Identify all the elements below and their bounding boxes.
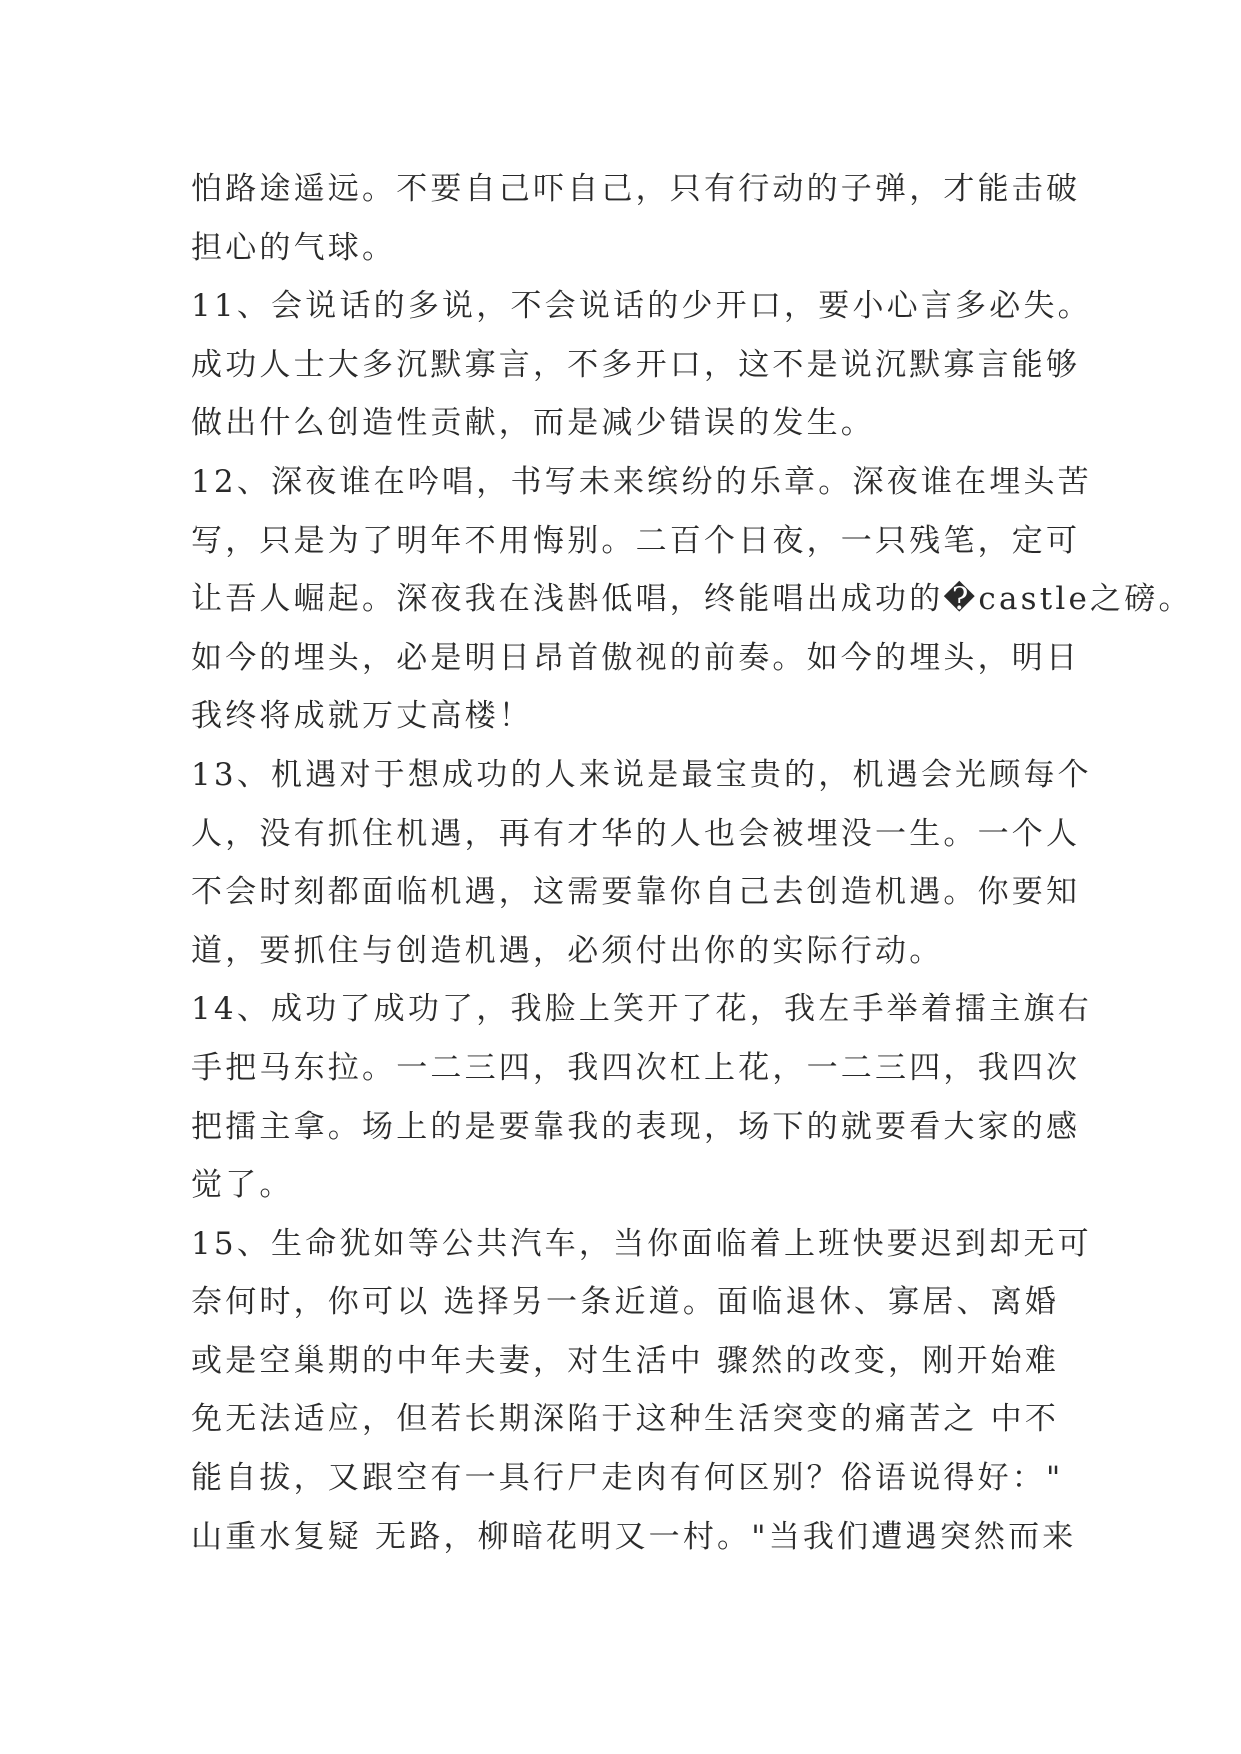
text-line: 怕路途遥远。不要自己吓自己，只有行动的子弹，才能击破 — [191, 171, 1081, 207]
text-line: 14、成功了成功了，我脸上笑开了花，我左手举着擂主旗右 — [191, 991, 1092, 1028]
text-line: 奈何时，你可以 选择另一条近道。面临退休、寡居、离婚 — [191, 1284, 1060, 1321]
text-line: 成功人士大多沉默寡言，不多开口，这不是说沉默寡言能够 — [191, 346, 1081, 383]
text-line: 山重水复疑 无路，柳暗花明又一村。"当我们遭遇突然而来 — [191, 1518, 1077, 1555]
text-line: 人，没有抓住机遇，再有才华的人也会被埋没一生。一个人 — [191, 815, 1081, 852]
text-line: 手把马东拉。一二三四，我四次杠上花，一二三四，我四次 — [191, 1049, 1081, 1086]
text-line: 13、机遇对于想成功的人来说是最宝贵的，机遇会光顾每个 — [191, 756, 1092, 793]
text-line: 觉了。 — [191, 1167, 294, 1204]
text-line: 做出什么创造性贡献，而是减少错误的发生。 — [191, 405, 875, 442]
text-line: 让吾人崛起。深夜我在浅斟低唱，终能唱出成功的�castle之磅。 — [191, 581, 1193, 618]
text-line: 我终将成就万丈高楼！ — [191, 698, 533, 735]
body-text — [191, 160, 1193, 1566]
text-line: 写，只是为了明年不用悔别。二百个日夜，一只残笔，定可 — [191, 522, 1081, 559]
text-line: 或是空巢期的中年夫妻，对生活中 骤然的改变，刚开始难 — [191, 1342, 1060, 1379]
text-line: 15、生命犹如等公共汽车，当你面临着上班快要迟到却无可 — [191, 1225, 1092, 1262]
text-line: 12、深夜谁在吟唱，书写未来缤纷的乐章。深夜谁在埋头苦 — [191, 463, 1092, 500]
text-line: 免无法适应，但若长期深陷于这种生活突变的痛苦之 中不 — [191, 1401, 1060, 1438]
text-line: 把擂主拿。场上的是要靠我的表现，场下的就要看大家的感 — [191, 1108, 1081, 1145]
text-line: 11、会说话的多说，不会说话的少开口，要小心言多必失。 — [191, 288, 1092, 325]
text-line: 担心的气球。 — [191, 229, 397, 266]
text-line: 道，要抓住与创造机遇，必须付出你的实际行动。 — [191, 932, 944, 969]
text-line: 能自拔，又跟空有一具行尸走肉有何区别？俗语说得好：" — [191, 1460, 1064, 1497]
text-line: 如今的埋头，必是明日昂首傲视的前奏。如今的埋头，明日 — [191, 639, 1081, 676]
text-line: 不会时刻都面临机遇，这需要靠你自己去创造机遇。你要知 — [191, 874, 1081, 911]
